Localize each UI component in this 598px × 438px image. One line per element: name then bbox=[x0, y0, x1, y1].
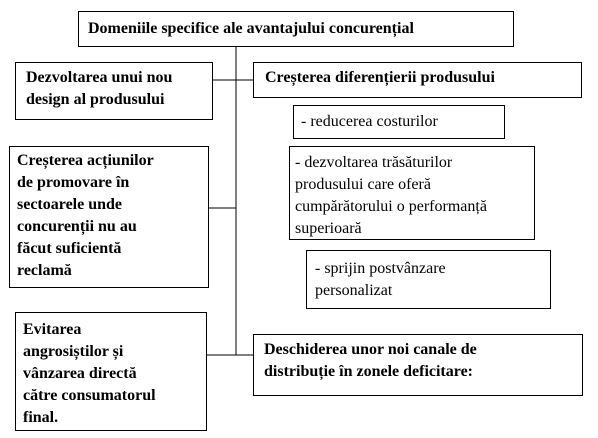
cost-reduction-text: - reducerea costurilor bbox=[301, 113, 438, 130]
product-differentiation-box bbox=[253, 62, 582, 98]
promotion-box bbox=[9, 146, 209, 288]
diagram-title-box bbox=[78, 11, 514, 47]
product-features-text: - dezvoltarea trăsăturilor produsului care oferă cumpărătorului o performanță superioară bbox=[295, 154, 487, 237]
distribution-channels-text: Deschiderea unor noi canale de distribuție în zonele deficitare: bbox=[264, 341, 477, 380]
distribution-channels-box bbox=[253, 334, 583, 396]
product-differentiation-text: Creșterea diferențierii produsului bbox=[265, 69, 495, 86]
product-features-box bbox=[289, 146, 535, 240]
after-sales-support-text: - sprijin postvânzare personalizat bbox=[315, 260, 446, 299]
promotion-text: Creșterea acțiunilor de promovare în sectoarele unde concurenții nu au făcut suficientă reclamă bbox=[17, 152, 154, 279]
new-design-box bbox=[15, 62, 213, 120]
diagram-title: Domeniile specifice ale avantajului concurențial bbox=[88, 20, 414, 37]
direct-sales-text: Evitarea angrosiștilor și vânzarea directă către consumatorul final. bbox=[23, 321, 156, 426]
after-sales-support-box bbox=[306, 250, 551, 309]
direct-sales-box bbox=[15, 312, 207, 431]
new-design-text: Dezvoltarea unui nou design al produsului bbox=[26, 69, 173, 108]
cost-reduction-box bbox=[293, 105, 505, 139]
